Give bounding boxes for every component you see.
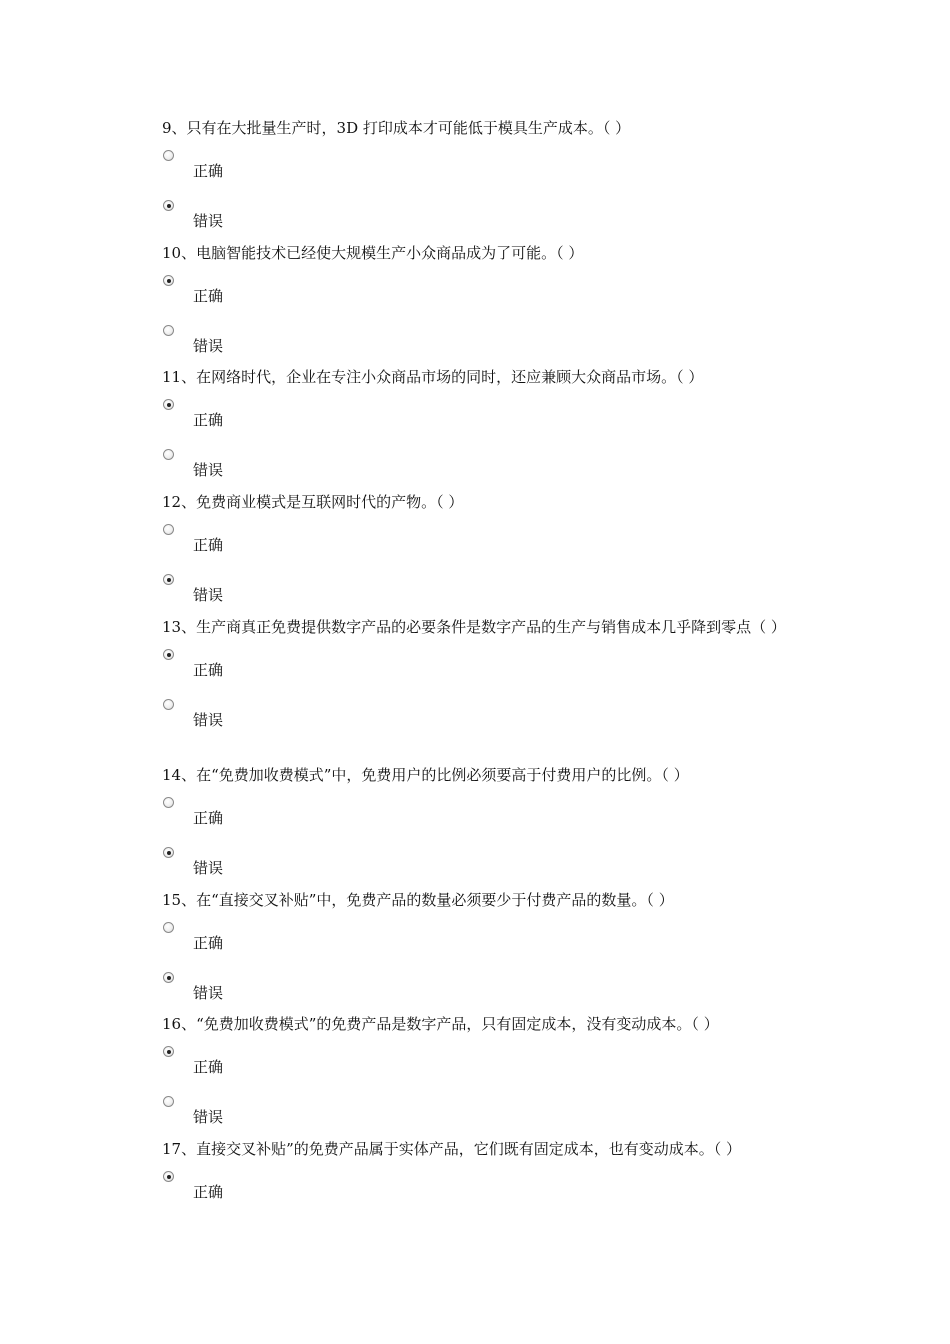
question-16 bbox=[162, 1012, 822, 1136]
question-text: 9、只有在大批量生产时，3D 打印成本才可能低于模具生产成本。（ ） bbox=[162, 119, 631, 137]
question-text: 10、电脑智能技术已经使大规模生产小众商品成为了可能。（ ） bbox=[162, 244, 584, 262]
option-wrong[interactable] bbox=[162, 962, 822, 1012]
option-correct[interactable] bbox=[162, 787, 822, 837]
option-wrong[interactable] bbox=[162, 837, 822, 887]
option-correct[interactable] bbox=[162, 1036, 822, 1086]
radio-button-selected[interactable] bbox=[163, 399, 174, 410]
question-text: 14、在“免费加收费模式”中，免费用户的比例必须要高于付费用户的比例。（ ） bbox=[162, 766, 689, 784]
question-11 bbox=[162, 365, 822, 489]
option-label: 错误 bbox=[193, 1108, 224, 1126]
option-label: 正确 bbox=[193, 661, 224, 679]
question-text: 15、在“直接交叉补贴”中，免费产品的数量必须要少于付费产品的数量。（ ） bbox=[162, 891, 674, 909]
radio-button[interactable] bbox=[163, 922, 174, 933]
option-label: 错误 bbox=[193, 212, 224, 230]
option-label: 错误 bbox=[193, 711, 224, 729]
question-14 bbox=[162, 763, 822, 887]
option-correct[interactable] bbox=[162, 389, 822, 439]
option-correct[interactable] bbox=[162, 140, 822, 190]
radio-button-selected[interactable] bbox=[163, 275, 174, 286]
radio-button-selected[interactable] bbox=[163, 847, 174, 858]
radio-button-selected[interactable] bbox=[163, 649, 174, 660]
question-text: 16、“免费加收费模式”的免费产品是数字产品，只有固定成本，没有变动成本。（ ） bbox=[162, 1015, 719, 1033]
radio-button[interactable] bbox=[163, 797, 174, 808]
question-text: 17、直接交叉补贴”的免费产品属于实体产品，它们既有固定成本，也有变动成本。（ ） bbox=[162, 1140, 742, 1158]
question-10 bbox=[162, 241, 822, 365]
option-wrong[interactable] bbox=[162, 564, 822, 614]
question-text: 11、在网络时代，企业在专注小众商品市场的同时，还应兼顾大众商品市场。（ ） bbox=[162, 368, 704, 386]
question-13 bbox=[162, 615, 822, 739]
option-label: 正确 bbox=[193, 287, 224, 305]
radio-button[interactable] bbox=[163, 524, 174, 535]
option-label: 正确 bbox=[193, 1058, 224, 1076]
radio-button[interactable] bbox=[163, 699, 174, 710]
question-15 bbox=[162, 888, 822, 1012]
option-correct[interactable] bbox=[162, 265, 822, 315]
option-wrong[interactable] bbox=[162, 689, 822, 739]
radio-button-selected[interactable] bbox=[163, 200, 174, 211]
option-correct[interactable] bbox=[162, 514, 822, 564]
option-label: 正确 bbox=[193, 1183, 224, 1201]
question-17 bbox=[162, 1137, 822, 1211]
option-correct[interactable] bbox=[162, 639, 822, 689]
option-label: 错误 bbox=[193, 337, 224, 355]
radio-button[interactable] bbox=[163, 449, 174, 460]
question-9 bbox=[162, 116, 822, 240]
option-label: 正确 bbox=[193, 934, 224, 952]
option-label: 正确 bbox=[193, 411, 224, 429]
question-12 bbox=[162, 490, 822, 614]
option-label: 错误 bbox=[193, 984, 224, 1002]
question-text: 12、免费商业模式是互联网时代的产物。（ ） bbox=[162, 493, 464, 511]
radio-button[interactable] bbox=[163, 325, 174, 336]
radio-button[interactable] bbox=[163, 1096, 174, 1107]
option-wrong[interactable] bbox=[162, 315, 822, 365]
option-wrong[interactable] bbox=[162, 1086, 822, 1136]
radio-button-selected[interactable] bbox=[163, 574, 174, 585]
option-label: 正确 bbox=[193, 536, 224, 554]
option-label: 正确 bbox=[193, 162, 224, 180]
radio-button-selected[interactable] bbox=[163, 1171, 174, 1182]
option-correct[interactable] bbox=[162, 1161, 822, 1211]
radio-button[interactable] bbox=[163, 150, 174, 161]
option-label: 错误 bbox=[193, 859, 224, 877]
radio-button-selected[interactable] bbox=[163, 1046, 174, 1057]
option-correct[interactable] bbox=[162, 912, 822, 962]
option-wrong[interactable] bbox=[162, 190, 822, 240]
question-text: 13、生产商真正免费提供数字产品的必要条件是数字产品的生产与销售成本几乎降到零点（ ） bbox=[162, 618, 786, 636]
option-wrong[interactable] bbox=[162, 439, 822, 489]
radio-button-selected[interactable] bbox=[163, 972, 174, 983]
option-label: 错误 bbox=[193, 586, 224, 604]
option-label: 错误 bbox=[193, 461, 224, 479]
option-label: 正确 bbox=[193, 809, 224, 827]
